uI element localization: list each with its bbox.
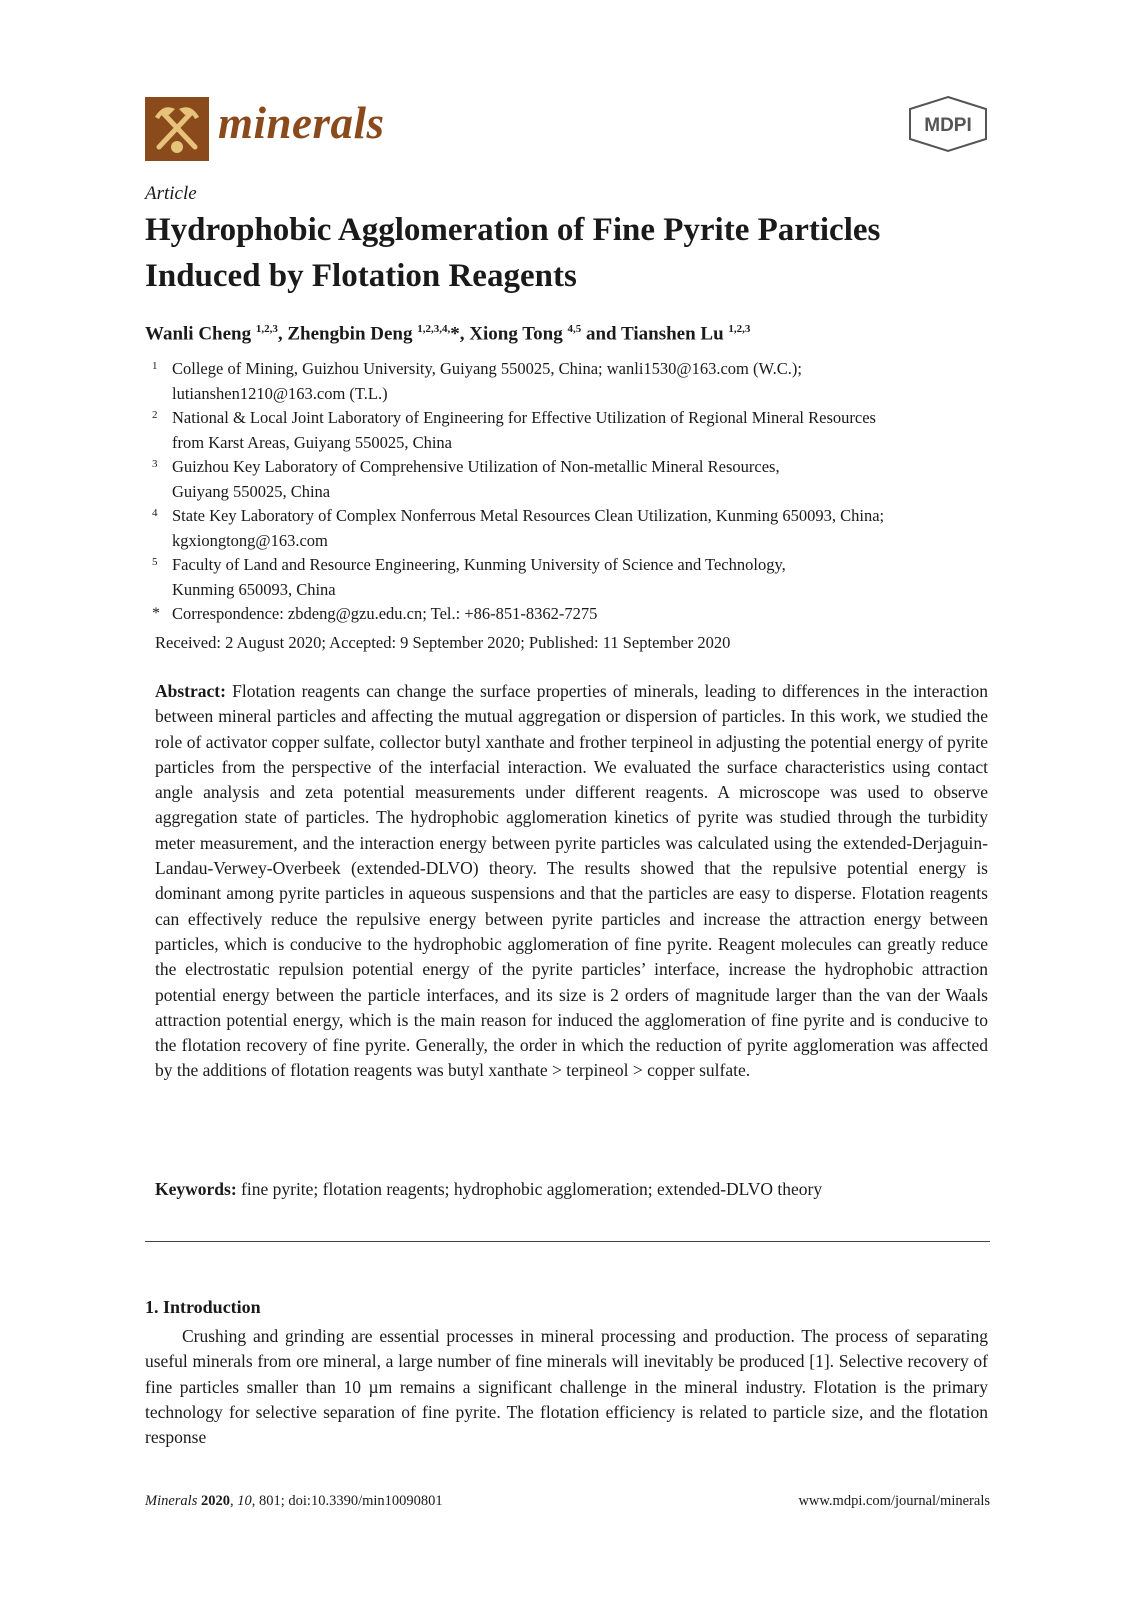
affiliation-item <box>152 406 1002 455</box>
title-line-2: Induced by Flotation Reagents <box>145 258 577 294</box>
paper-title <box>145 207 1005 299</box>
footer-journal-url[interactable]: www.mdpi.com/journal/minerals <box>798 1493 990 1509</box>
affiliation-text: Kunming 650093, China <box>172 579 336 599</box>
affiliation-number: 3 <box>152 458 158 470</box>
affiliation-text: Faculty of Land and Resource Engineering, Kunming University of Science and Technology, <box>172 555 786 574</box>
journal-logo-icon <box>145 97 209 161</box>
author-name: Xiong Tong <box>469 323 563 345</box>
affiliation-number: 5 <box>152 556 158 568</box>
footer-doi: , 801; doi:10.3390/min10090801 <box>251 1493 443 1509</box>
footer-citation: Minerals 2020, 10, 801; doi:10.3390/min10090801 <box>145 1493 443 1509</box>
section-divider <box>145 1241 990 1242</box>
author-affiliation-marker: 1,2,3 <box>728 323 751 335</box>
author-affiliation-marker: 1,2,3,4, <box>417 323 451 335</box>
section-body: Crushing and grinding are essential processes in mineral processing and production. The process of separating useful minerals from ore mineral, a large number of fine minerals will inevitably be produced [1]. Selective recovery of fine particles smaller than 10 µm remains a significant challenge in the mineral industry. Flotation is the primary technology for selective separation of fine pyrite. The flotation efficiency is related to particle size, and the flotation response <box>145 1326 988 1448</box>
affiliation-number: 4 <box>152 507 158 519</box>
journal-header <box>145 95 990 165</box>
section-heading: 1. Introduction <box>145 1297 261 1317</box>
affiliation-text: Guiyang 550025, China <box>172 481 331 501</box>
mdpi-logo <box>906 95 990 153</box>
affiliation-text: kgxiongtong@163.com <box>172 530 328 550</box>
affiliation-text: National & Local Joint Laboratory of Engineering for Effective Utilization of Regional Mineral Resources <box>172 408 876 427</box>
author-separator: *, <box>450 323 470 345</box>
author-name: Tianshen Lu <box>621 323 724 345</box>
footer-journal: Minerals <box>145 1493 198 1509</box>
author-name: Wanli Cheng <box>145 323 252 345</box>
affiliation-list <box>152 357 1002 627</box>
correspondence <box>152 602 1002 627</box>
affiliation-item <box>152 553 1002 602</box>
article-type: Article <box>145 183 197 204</box>
affiliation-text: College of Mining, Guizhou University, Guiyang 550025, China; wanli1530@163.com (W.C.); <box>172 359 802 378</box>
journal-name: minerals <box>218 98 385 148</box>
footer-year: 2020 <box>200 1493 230 1509</box>
author-separator: , <box>277 323 288 345</box>
affiliation-text: from Karst Areas, Guiyang 550025, China <box>172 432 452 452</box>
affiliation-item <box>152 357 1002 406</box>
correspondence-marker: * <box>152 605 160 622</box>
author-affiliation-marker: 4,5 <box>567 323 582 335</box>
affiliation-text: lutianshen1210@163.com (T.L.) <box>172 383 388 403</box>
keywords-text: fine pyrite; flotation reagents; hydrophobic agglomeration; extended-DLVO theory <box>236 1179 823 1199</box>
mdpi-logo-text: MDPI <box>924 115 972 136</box>
abstract-label: Abstract: <box>155 681 226 701</box>
affiliation-item <box>152 504 1002 553</box>
affiliation-number: 2 <box>152 409 158 421</box>
keywords-label: Keywords: <box>155 1179 237 1199</box>
publication-dates: Received: 2 August 2020; Accepted: 9 September 2020; Published: 11 September 2020 <box>155 633 731 652</box>
keywords <box>155 1179 988 1200</box>
abstract <box>155 679 988 1084</box>
affiliation-text: Guizhou Key Laboratory of Comprehensive Utilization of Non-metallic Mineral Resources, <box>172 457 780 476</box>
author-name: Zhengbin Deng <box>287 323 413 345</box>
author-separator: and <box>581 323 622 345</box>
title-line-1: Hydrophobic Agglomeration of Fine Pyrite Particles <box>145 212 881 248</box>
affiliation-item <box>152 455 1002 504</box>
affiliation-text: State Key Laboratory of Complex Nonferrous Metal Resources Clean Utilization, Kunming 650093, China; <box>172 506 885 525</box>
abstract-text: Flotation reagents can change the surface properties of minerals, leading to differences in the interaction between mineral particles and affecting the mutual aggregation or dispersion of particles. In this work, we studied the role of activator copper sulfate, collector butyl xanthate and frother terpineol in adjusting the potential energy of pyrite particles from the perspective of the interfacial interaction. We evaluated the surface characteristics using contact angle analysis and zeta potential measurements under different reagents. A microscope was used to observe aggregation state of particles. The hydrophobic agglomeration kinetics of pyrite was studied through the turbidity meter measurement, and the interaction energy between pyrite particles was calculated using the extended-Derjaguin-Landau-Verwey-Overbeek (extended-DLVO) theory. The results showed that the repulsive potential energy is dominant among pyrite particles in aqueous suspensions and that the particles are easy to disperse. Flotation reagents can effectively reduce the repulsive energy between pyrite particles and increase the attraction energy between particles, which is conducive to the hydrophobic agglomeration of fine pyrite. Reagent molecules can greatly reduce the electrostatic repulsion potential energy of the pyrite particles’ interface, increase the hydrophobic attraction potential energy between the particle interfaces, and its size is 2 orders of magnitude larger than the van der Waals attraction potential energy, which is the main reason for induced the agglomeration of fine pyrite and is conducive to the flotation recovery of fine pyrite. Generally, the order in which the reduction of pyrite agglomeration was affected by the additions of flotation reagents was butyl xanthate > terpineol > copper sulfate. <box>155 681 988 1081</box>
affiliation-number: 1 <box>152 360 158 372</box>
correspondence-text: Correspondence: zbdeng@gzu.edu.cn; Tel.: +86-851-8362-7275 <box>172 604 598 623</box>
author-affiliation-marker: 1,2,3 <box>255 323 278 335</box>
author-list <box>145 323 1005 345</box>
footer-volume: 10 <box>237 1493 252 1509</box>
